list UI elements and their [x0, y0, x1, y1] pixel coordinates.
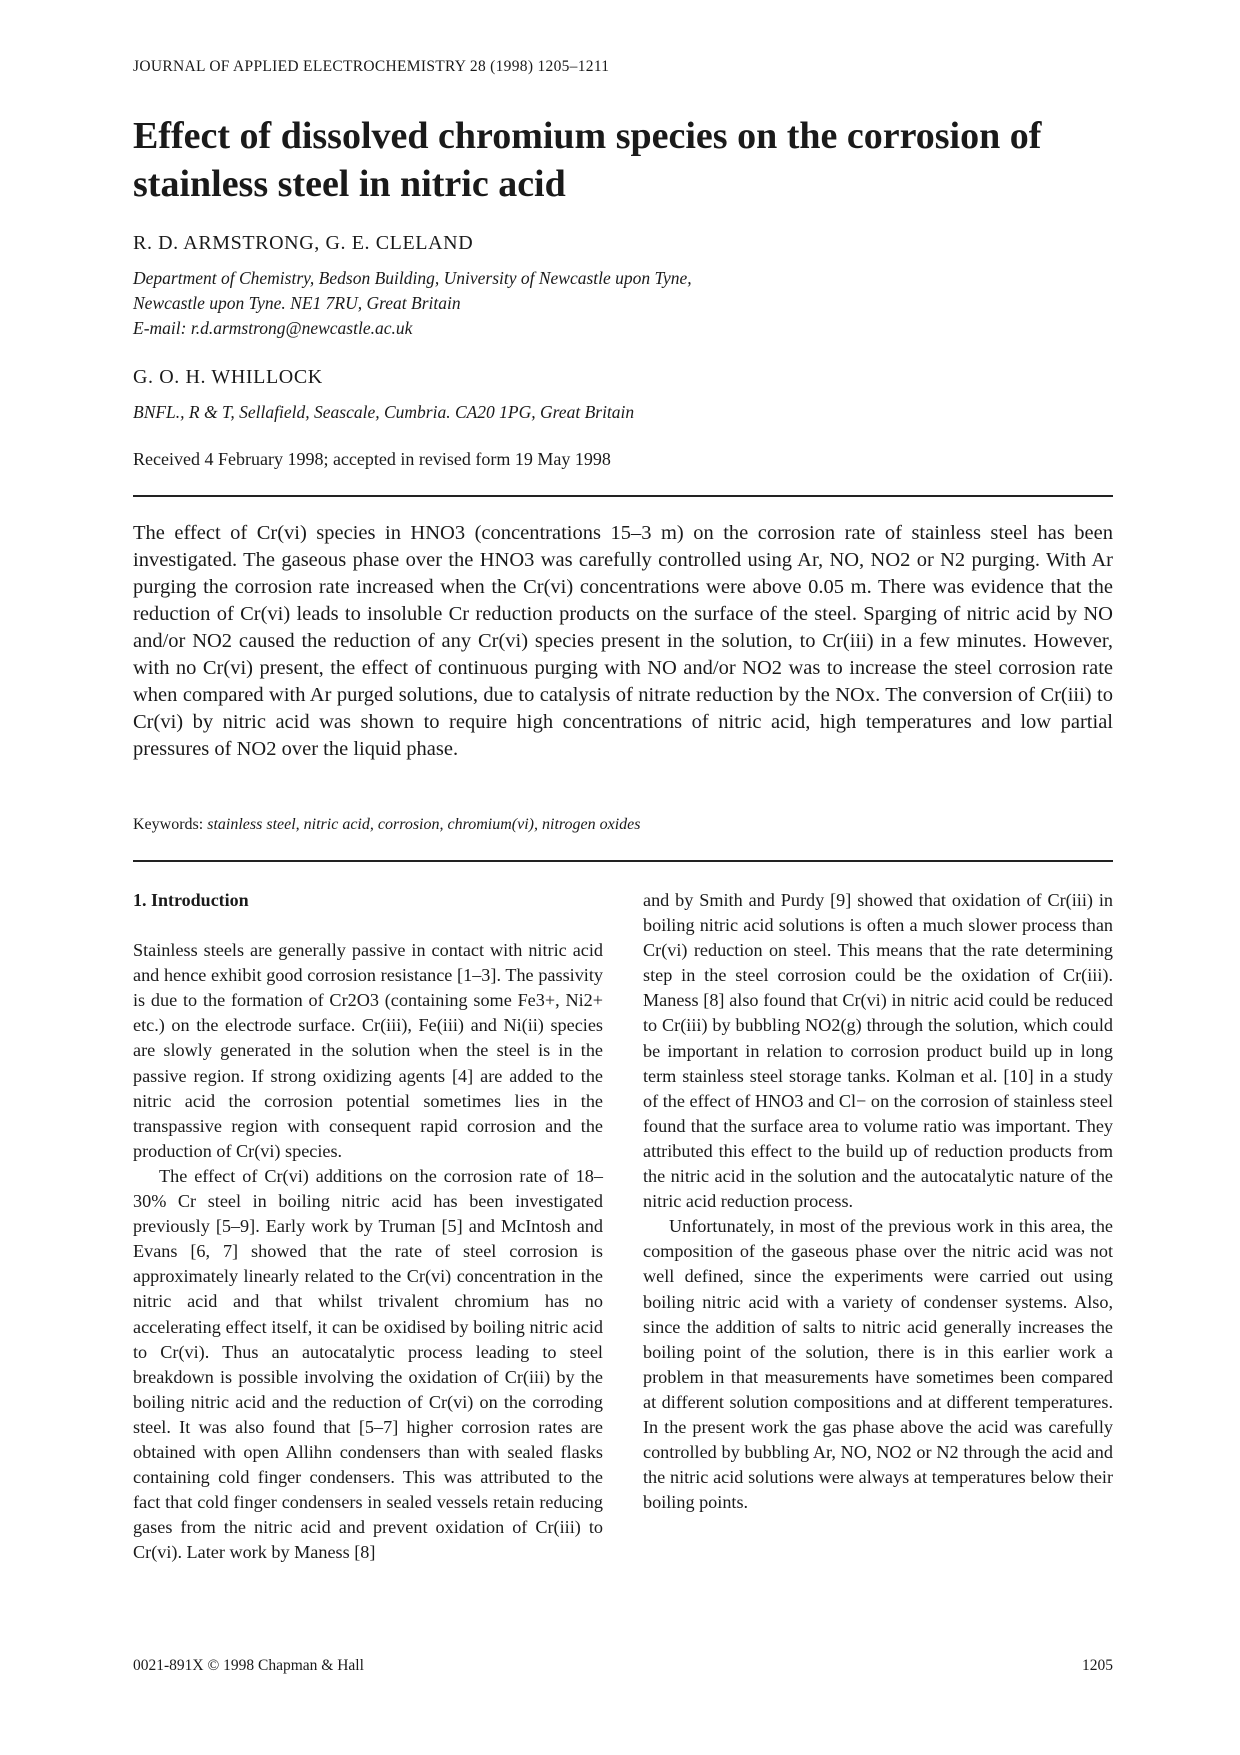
author-list-1: R. D. ARMSTRONG, G. E. CLELAND [133, 232, 474, 254]
divider-bottom [133, 860, 1113, 862]
keywords-list: stainless steel, nitric acid, corrosion, chromium(vi), nitrogen oxides [207, 816, 641, 833]
email-line: E-mail: r.d.armstrong@newcastle.ac.uk [133, 318, 413, 338]
article-title: Effect of dissolved chromium species on the corrosion of stainless steel in nitric acid [133, 115, 1042, 205]
paragraph: Stainless steels are generally passive in contact with nitric acid and hence exhibit good corrosion resistance [1–3]. The passivity is due to the formation of Cr2O3 (containing some Fe3+, Ni2+ etc.) on the electrode surface. Cr(iii), Fe(iii) and Ni(ii) species are slowly generated in the solution when the steel is in the passive region. If strong oxidizing agents [4] are added to the nitric acid the corrosion potential sometimes lies in the transpassive region with consequent rapid corrosion and the production of Cr(vi) species. [133, 940, 603, 1161]
journal-header: JOURNAL OF APPLIED ELECTROCHEMISTRY 28 (1998) 1205–1211 [133, 58, 610, 75]
affiliation-1-line-1: Department of Chemistry, Bedson Building, University of Newcastle upon Tyne, [133, 268, 692, 288]
author-list-2: G. O. H. WHILLOCK [133, 366, 323, 388]
paragraph: The effect of Cr(vi) additions on the corrosion rate of 18–30% Cr steel in boiling nitric acid has been investigated previously [5–9]. Early work by Truman [5] and McIntosh and Evans [6, 7] showed that the rate of steel corrosion is approximately linearly related to the Cr(vi) concentration in the nitric acid and that whilst trivalent chromium has no accelerating effect itself, it can be oxidised by boiling nitric acid to Cr(vi). Thus an autocatalytic process leading to steel breakdown is possible involving the oxidation of Cr(iii) by the boiling nitric acid and the reduction of Cr(vi) on the corroding steel. It was also found that [5–7] higher corrosion rates are obtained with open Allihn condensers than with sealed flasks containing cold finger condensers. This was attributed to the fact that cold finger condensers in sealed vessels retain reducing gases from the nitric acid and prevent oxidation of Cr(iii) to Cr(vi). Later work by Maness [8] [133, 1165, 603, 1563]
abstract: The effect of Cr(vi) species in HNO3 (concentrations 15–3 m) on the corrosion rate of stainless steel has been investigated. The gaseous phase over the HNO3 was carefully controlled using Ar, NO, NO2 or N2 purging. With Ar purging the corrosion rate increased when the Cr(vi) concentrations were above 0.05 m. There was evidence that the reduction of Cr(vi) leads to insoluble Cr reduction products on the surface of the steel. Sparging of nitric acid by NO and/or NO2 caused the reduction of any Cr(vi) species present in the solution, to Cr(iii) in a few minutes. However, with no Cr(vi) present, the effect of continuous purging with NO and/or NO2 was to increase the steel corrosion rate when compared with Ar purged solutions, due to catalysis of nitrate reduction by the NOx. The conversion of Cr(iii) to Cr(vi) by nitric acid was shown to require high concentrations of nitric acid, high temperatures and low partial pressures of NO2 over the liquid phase. [133, 522, 1113, 760]
footer-code: 0021-891X © 1998 Chapman & Hall [133, 1657, 364, 1674]
received-dates: Received 4 February 1998; accepted in revised form 19 May 1998 [133, 449, 611, 469]
paragraph: Unfortunately, in most of the previous work in this area, the composition of the gaseous phase over the nitric acid was not well defined, since the experiments were carried out using boiling nitric acid with a variety of condenser systems. Also, since the addition of salts to nitric acid generally increases the boiling point of the solution, there is in this earlier work a problem in that measurements have sometimes been compared at different solution compositions and at different temperatures. In the present work the gas phase above the acid was carefully controlled by bubbling Ar, NO, NO2 or N2 through the acid and the nitric acid solutions were always at temperatures below their boiling points. [643, 1216, 1113, 1513]
affiliation-1 [133, 266, 692, 341]
affiliation-2: BNFL., R & T, Sellafield, Seascale, Cumbria. CA20 1PG, Great Britain [133, 402, 635, 422]
divider-top [133, 495, 1113, 497]
right-column [643, 888, 1113, 1515]
left-column [133, 888, 603, 1565]
page-number: 1205 [1082, 1657, 1113, 1674]
keywords-label: Keywords: [133, 816, 204, 833]
section-heading: 1. Introduction [133, 890, 249, 910]
paragraph: and by Smith and Purdy [9] showed that oxidation of Cr(iii) in boiling nitric acid solutions is often a much slower process than Cr(vi) reduction on steel. This means that the rate determining step in the steel corrosion could be the oxidation of Cr(iii). Maness [8] also found that Cr(vi) in nitric acid could be reduced to Cr(iii) by bubbling NO2(g) through the solution, which could be important in relation to corrosion product build up in long term stainless steel storage tanks. Kolman et al. [10] in a study of the effect of HNO3 and Cl− on the corrosion of stainless steel found that the surface area to volume ratio was important. They attributed this effect to the build up of reduction products from the nitric acid in the solution and the autocatalytic nature of the nitric acid reduction process. [643, 890, 1113, 1212]
affiliation-1-line-2: Newcastle upon Tyne. NE1 7RU, Great Britain [133, 293, 461, 313]
keywords [133, 816, 641, 834]
